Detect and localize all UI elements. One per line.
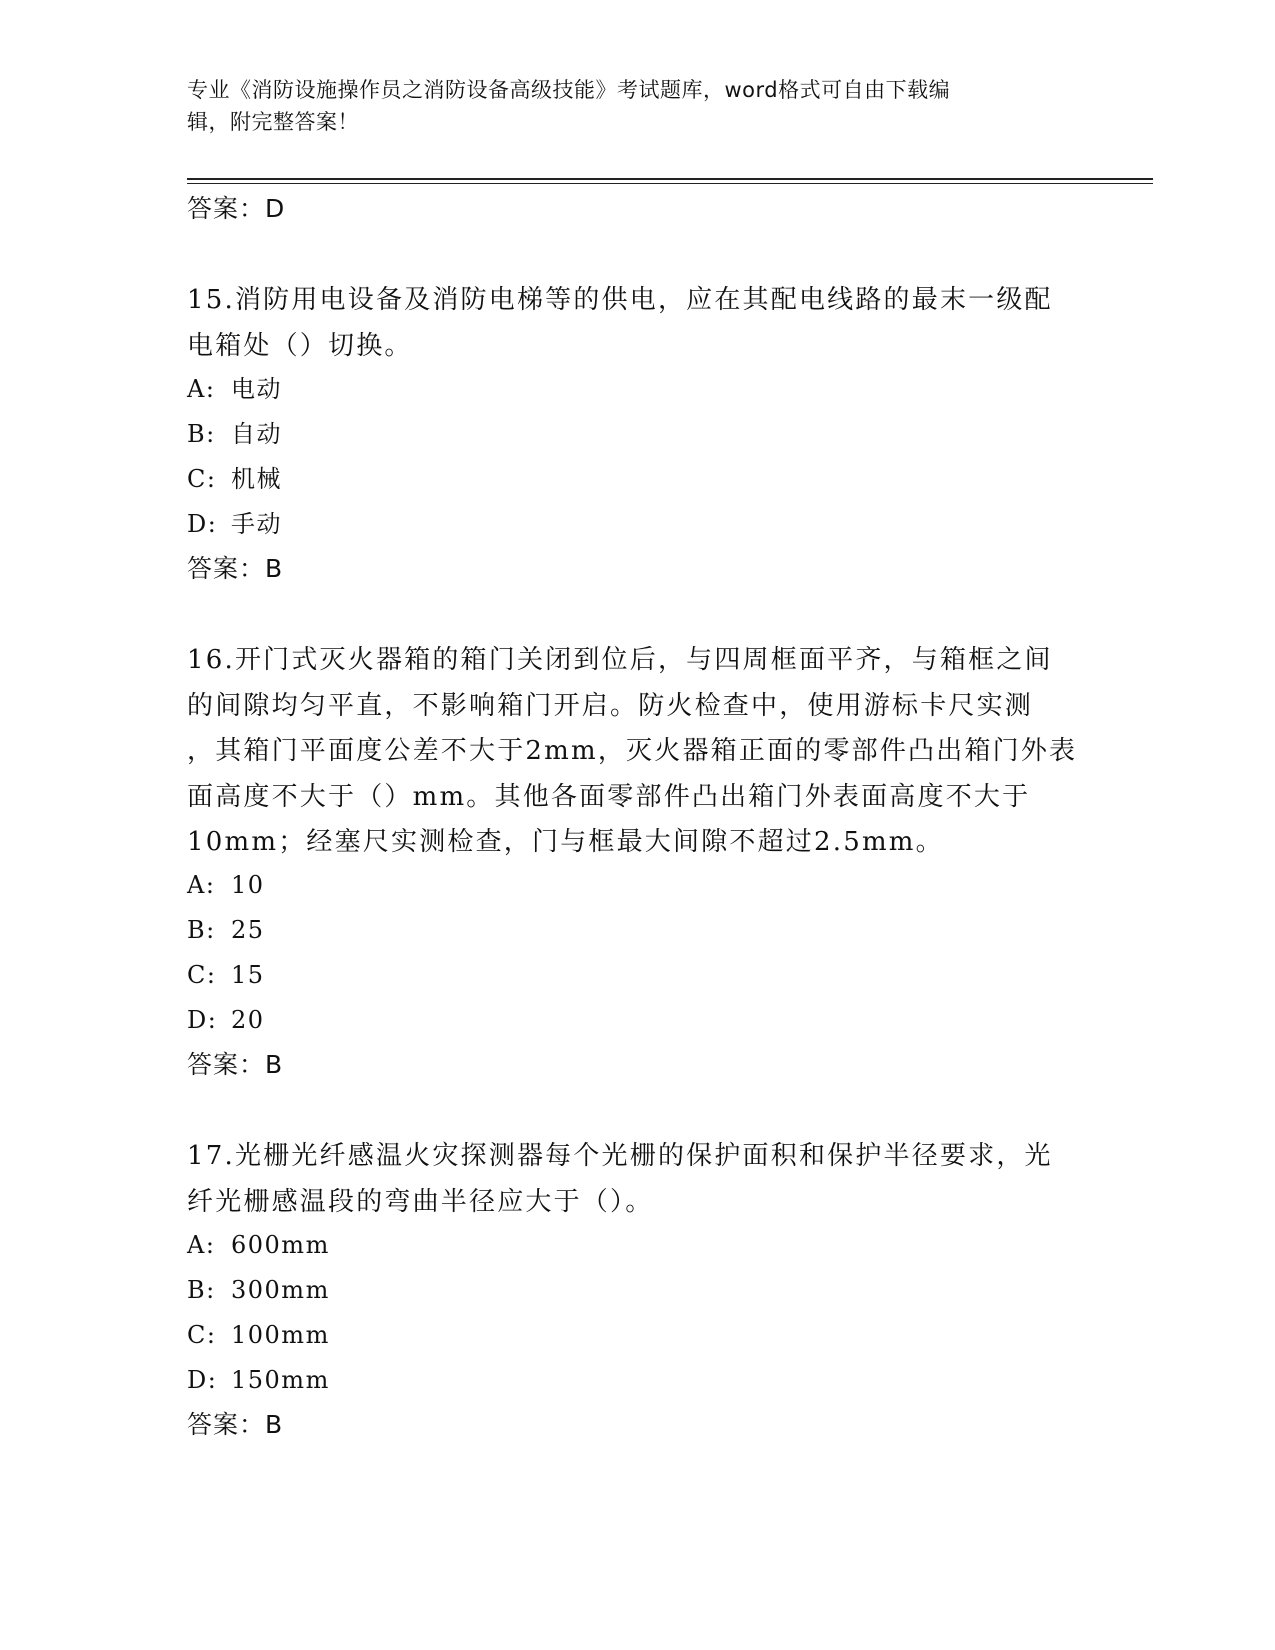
option-label: B: [187, 420, 216, 448]
option-d [187, 1003, 265, 1037]
option-text: 自动 [231, 420, 282, 448]
question-16 [187, 638, 1087, 866]
option-d [187, 507, 282, 541]
question-17 [187, 1134, 1087, 1225]
option-label: D: [187, 1006, 218, 1034]
option-label: D: [187, 510, 218, 538]
option-c [187, 1318, 330, 1352]
document-header [187, 74, 1067, 138]
option-d [187, 1363, 330, 1397]
header-line-2: 辑，附完整答案！ [187, 110, 359, 134]
option-c [187, 462, 282, 496]
option-text: 25 [231, 916, 265, 944]
option-a [187, 868, 265, 902]
option-b [187, 1273, 330, 1307]
option-label: A: [187, 871, 216, 899]
option-label: B: [187, 1276, 216, 1304]
option-label: D: [187, 1366, 218, 1394]
question-line: 16.开门式灭火器箱的箱门关闭到位后，与四周框面平齐，与箱框之间 [187, 645, 1053, 675]
question-15 [187, 278, 1087, 369]
option-b [187, 417, 282, 451]
header-rule-thin [187, 183, 1153, 184]
prev-answer: 答案：D [187, 194, 286, 223]
answer-16: 答案：B [187, 1050, 284, 1079]
question-line: 10mm；经塞尺实测检查，门与框最大间隙不超过2.5mm。 [187, 827, 944, 857]
option-text: 100mm [231, 1321, 330, 1349]
question-line: 15.消防用电设备及消防电梯等的供电，应在其配电线路的最末一级配 [187, 285, 1053, 315]
header-line-1: 专业《消防设施操作员之消防设备高级技能》考试题库，word格式可自由下载编 [187, 78, 951, 102]
option-c [187, 958, 265, 992]
option-a [187, 372, 282, 406]
option-text: 20 [231, 1006, 265, 1034]
header-rule-thick [187, 178, 1153, 180]
option-label: B: [187, 916, 216, 944]
question-line: 面高度不大于（）mm。其他各面零部件凸出箱门外表面高度不大于 [187, 781, 1031, 812]
question-line: 纤光栅感温段的弯曲半径应大于（）。 [187, 1186, 654, 1217]
option-label: C: [187, 1321, 217, 1349]
option-a [187, 1228, 330, 1262]
option-label: A: [187, 1231, 216, 1259]
option-text: 10 [231, 871, 265, 899]
question-line: 的间隙均匀平直，不影响箱门开启。防火检查中，使用游标卡尺实测 [187, 690, 1034, 721]
option-text: 电动 [231, 375, 282, 403]
answer-17: 答案：B [187, 1410, 284, 1439]
question-line: ，其箱门平面度公差不大于2mm，灭火器箱正面的零部件凸出箱门外表 [187, 736, 1078, 766]
option-label: C: [187, 961, 217, 989]
option-text: 600mm [231, 1231, 330, 1259]
option-label: A: [187, 375, 216, 403]
option-b [187, 913, 265, 947]
option-text: 手动 [231, 510, 282, 538]
option-text: 机械 [231, 465, 282, 493]
option-label: C: [187, 465, 217, 493]
question-line: 电箱处（）切换。 [187, 330, 413, 361]
option-text: 300mm [231, 1276, 330, 1304]
option-text: 15 [231, 961, 265, 989]
option-text: 150mm [231, 1366, 330, 1394]
answer-15: 答案：B [187, 554, 284, 583]
question-line: 17.光栅光纤感温火灾探测器每个光栅的保护面积和保护半径要求，光 [187, 1141, 1053, 1171]
